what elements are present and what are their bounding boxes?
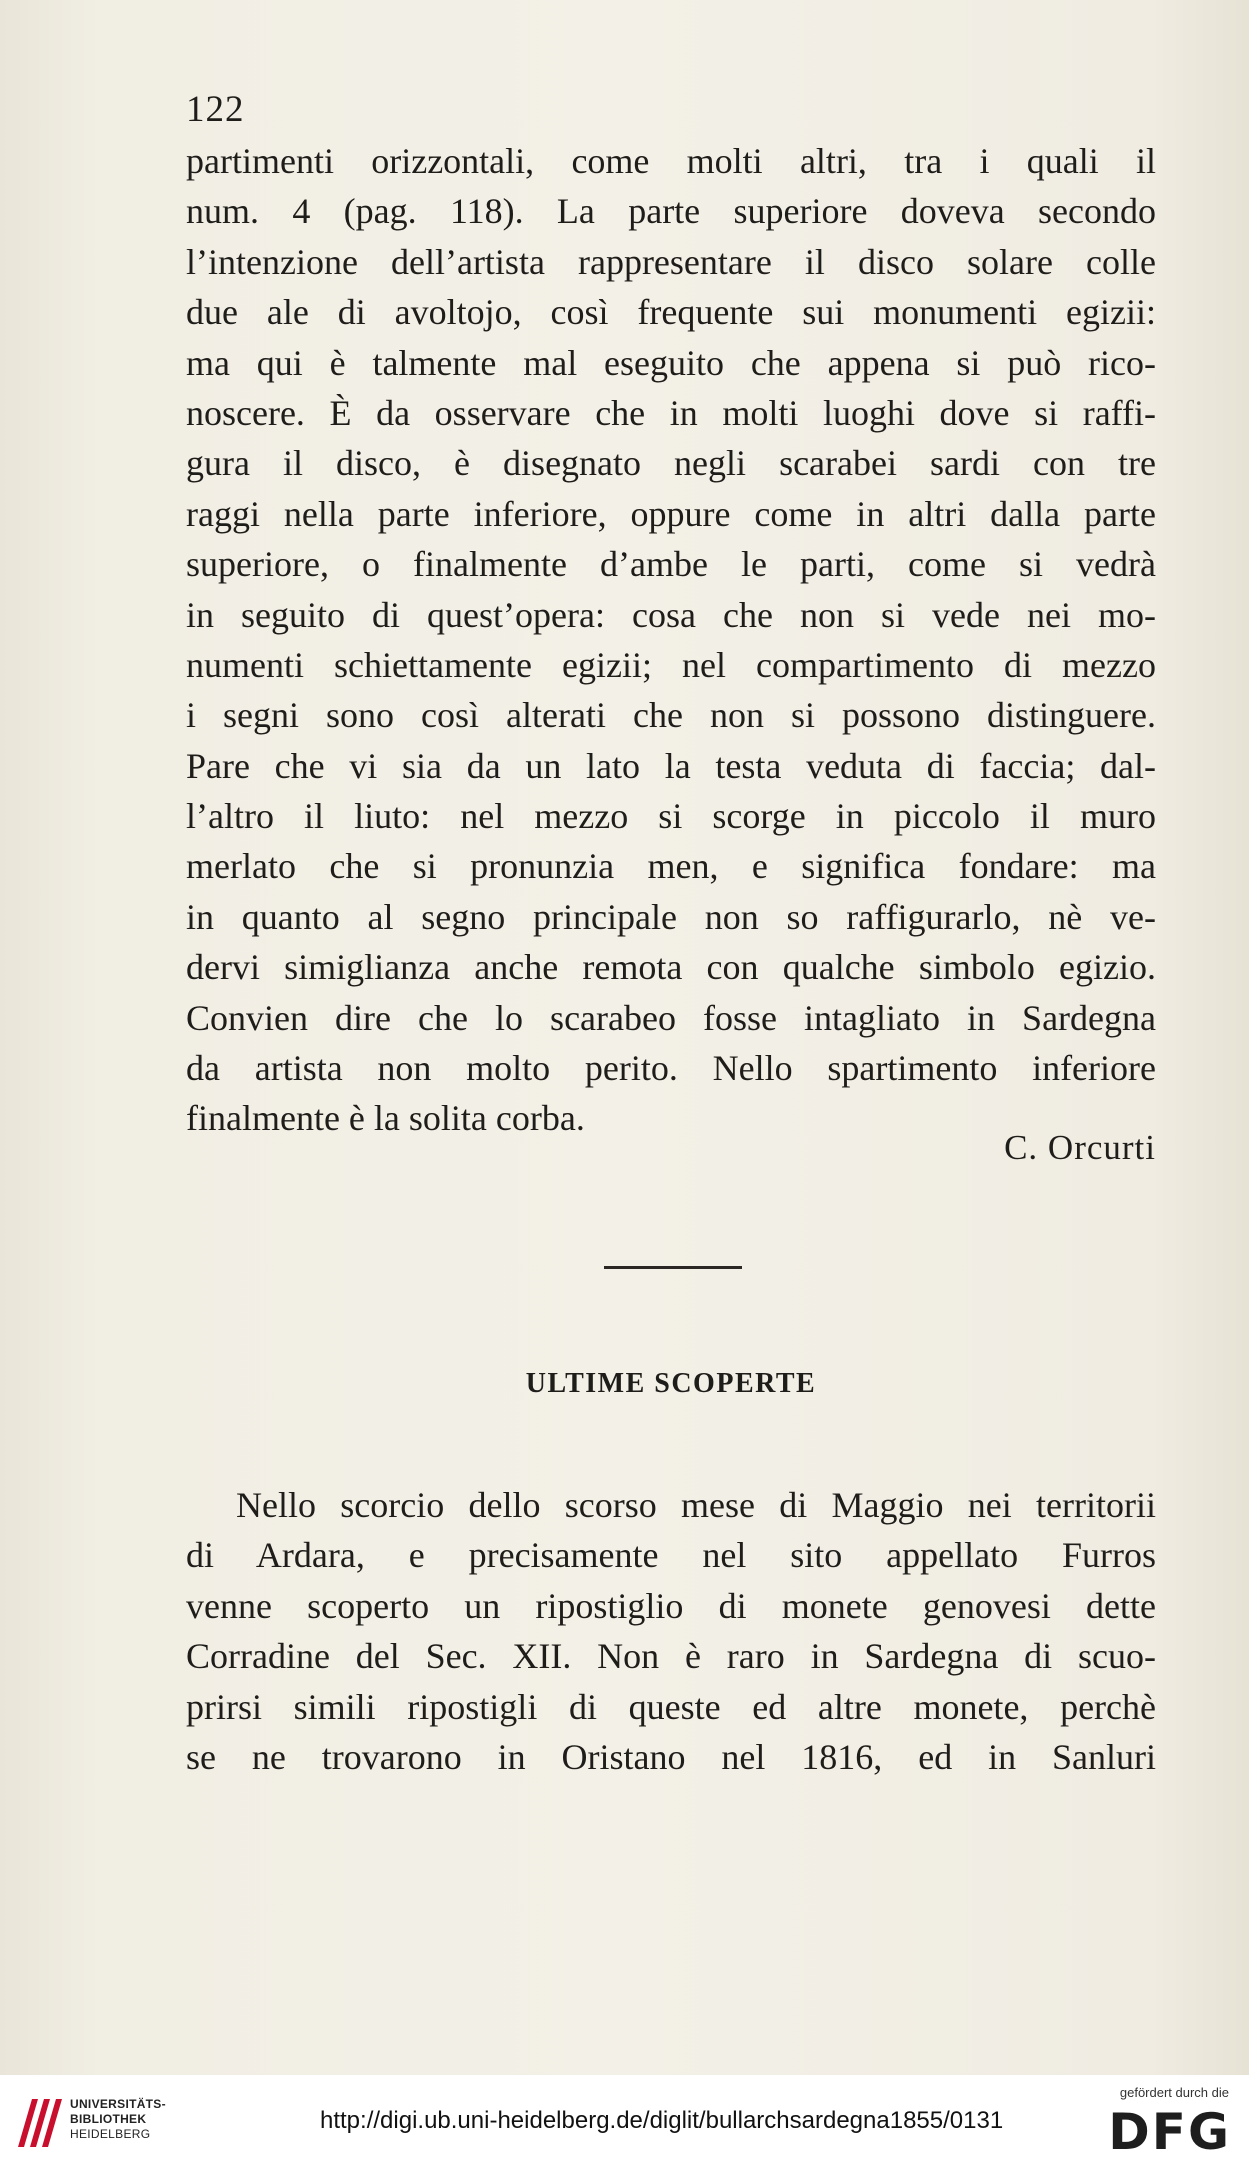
permalink-url[interactable]: http://digi.ub.uni-heidelberg.de/diglit/bullarchsardegna1855/0131 [320,2107,1004,2134]
text-line: Convien dire che lo scarabeo fosse intagliato in Sardegna [186,997,1156,1038]
text-line: due ale di avoltojo, così frequente sui monumenti egizii: [186,292,1156,333]
section-divider [604,1266,742,1269]
text-line: in seguito di quest’opera: cosa che non si vede nei mo- [186,594,1156,635]
text-line: raggi nella parte inferiore, oppure come in altri dalla parte [186,493,1156,534]
paragraph-discoveries [186,1480,1156,1782]
library-name-line: BIBLIOTHEK [70,2112,147,2126]
text-line: da artista non molto perito. Nello spartimento inferiore [186,1048,1156,1089]
funding-note: gefördert durch die [1119,2085,1229,2100]
library-name-line: UNIVERSITÄTS- [70,2097,166,2111]
library-name [70,2097,166,2142]
text-line: noscere. È da osservare che in molti luoghi dove si raffi- [186,392,1156,433]
text-line: merlato che si pronunzia men, e significa fondare: ma [186,846,1156,887]
text-line: Corradine del Sec. XII. Non è raro in Sardegna di scuo- [186,1636,1156,1677]
text-line: partimenti orizzontali, come molti altri, tra i quali il [186,141,1156,181]
dfg-logo: DFG [1108,2103,1231,2161]
page-number: 122 [186,89,245,130]
digitization-footer [0,2075,1249,2168]
text-line: l’altro il liuto: nel mezzo si scorge in piccolo il muro [186,796,1156,837]
text-line: gura il disco, è disegnato negli scarabei sardi con tre [186,443,1156,484]
text-line: finalmente è la solita corba. [186,1098,585,1139]
section-heading: ULTIME SCOPERTE [525,1368,817,1399]
text-line: ma qui è talmente mal eseguito che appena si può rico- [186,342,1156,383]
text-line: i segni sono così alterati che non si possono distinguere. [186,695,1156,736]
text-line: se ne trovarono in Oristano nel 1816, ed in Sanluri [186,1736,1156,1777]
paragraph-main [186,136,1156,1144]
text-line: dervi simiglianza anche remota con qualche simbolo egizio. [186,947,1156,988]
text-line: di Ardara, e precisamente nel sito appellato Furros [186,1535,1156,1576]
university-library-logo-icon [12,2093,64,2151]
text-line: numenti schiettamente egizii; nel compartimento di mezzo [186,644,1156,685]
text-line: Nello scorcio dello scorso mese di Maggio nei territorii [236,1485,1156,1525]
author-signature: C. Orcurti [1004,1128,1156,1167]
text-line: num. 4 (pag. 118). La parte superiore doveva secondo [186,191,1156,232]
text-line: prirsi simili ripostigli di queste ed altre monete, perchè [186,1686,1156,1727]
text-line: superiore, o finalmente d’ambe le parti, come si vedrà [186,544,1156,585]
text-line: in quanto al segno principale non so raffigurarlo, nè ve- [186,896,1156,937]
library-name-line: HEIDELBERG [70,2127,151,2141]
text-line: Pare che vi sia da un lato la testa veduta di faccia; dal- [186,745,1156,786]
text-line: venne scoperto un ripostiglio di monete genovesi dette [186,1585,1156,1626]
text-line: l’intenzione dell’artista rappresentare il disco solare colle [186,241,1156,282]
